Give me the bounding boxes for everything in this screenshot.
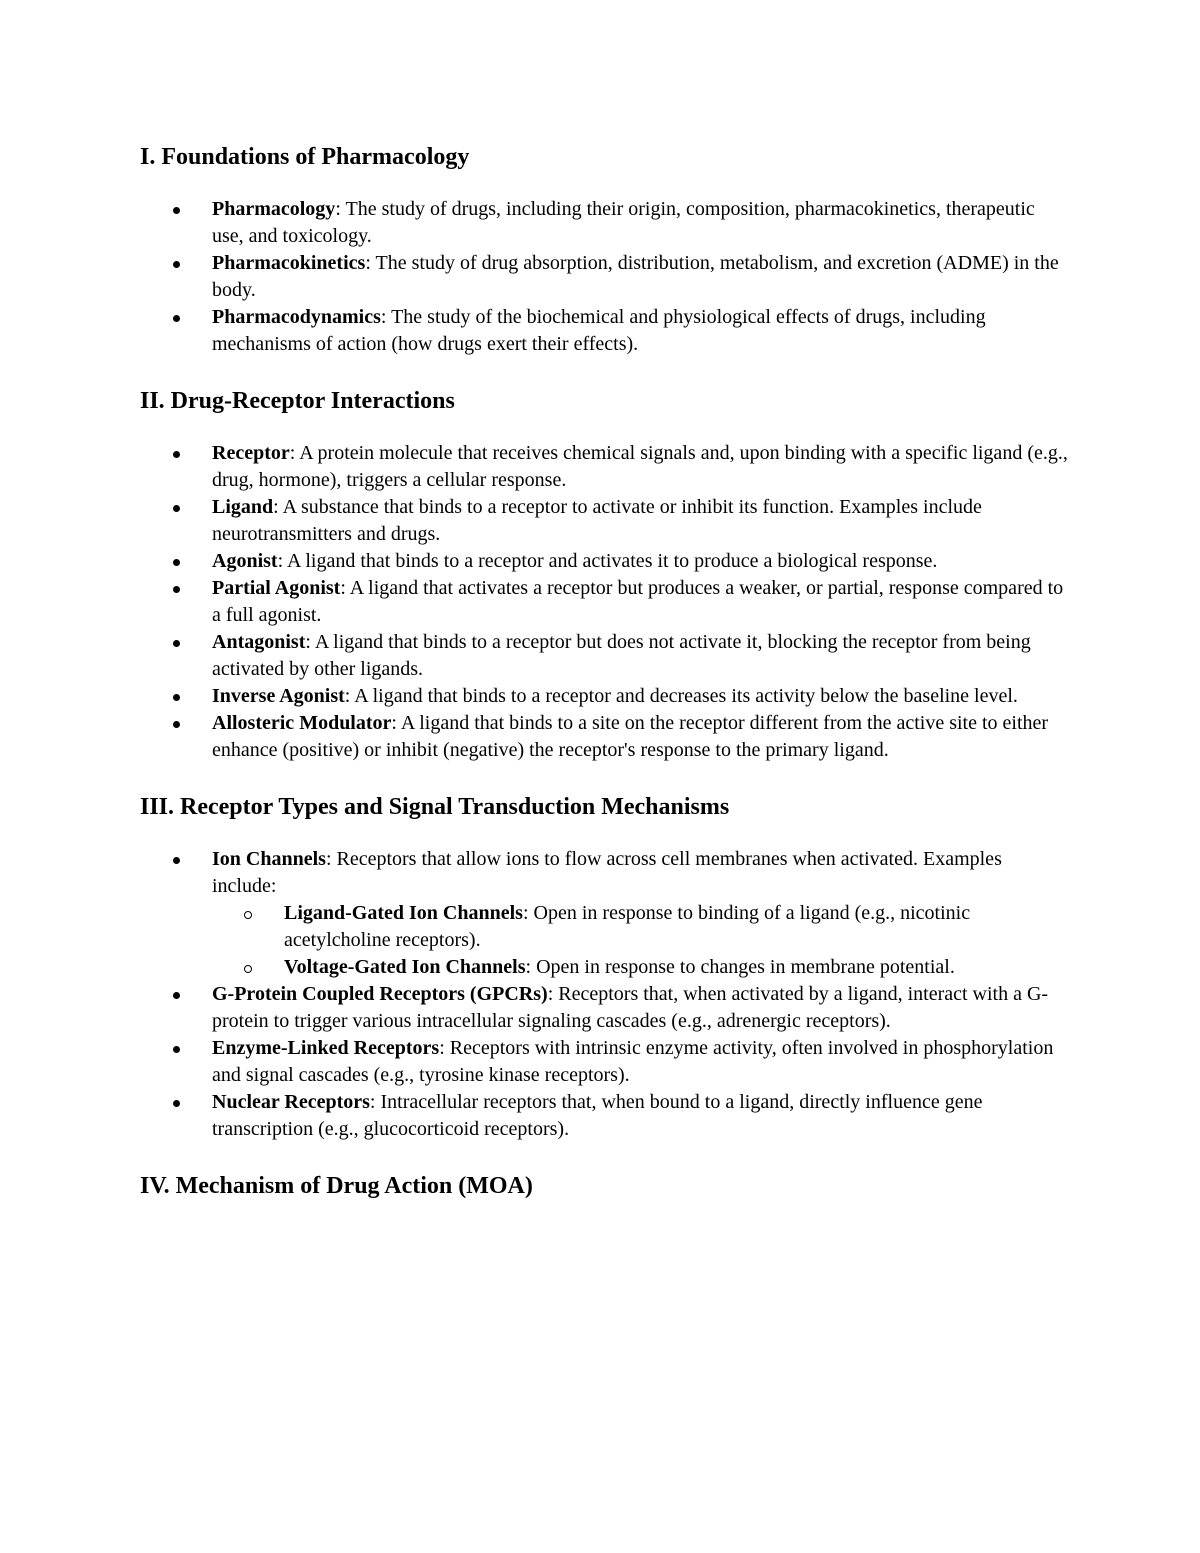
- term-definition: : Receptors with intrinsic enzyme activity, often involved in phosphorylation and signal cascades (e.g., tyrosine kinase receptors).: [212, 1037, 1054, 1086]
- section-heading: II. Drug-Receptor Interactions: [140, 388, 455, 414]
- list-item: [140, 710, 1070, 764]
- list-item: [140, 440, 1070, 494]
- term-definition: : Open in response to changes in membrane potential.: [525, 956, 955, 978]
- circle-bullet-icon: [244, 965, 252, 973]
- term-label: Nuclear Receptors: [212, 1091, 370, 1113]
- term-definition: : Receptors that allow ions to flow across cell membranes when activated. Examples include:: [212, 848, 1002, 897]
- term-label: Enzyme-Linked Receptors: [212, 1037, 440, 1059]
- term-definition: : A ligand that binds to a receptor and decreases its activity below the baseline level.: [344, 685, 1018, 707]
- list-item: [140, 629, 1070, 683]
- term-label: Agonist: [212, 550, 278, 572]
- section-list: [140, 846, 1070, 1143]
- term-label: Pharmacokinetics: [212, 252, 366, 274]
- bullet-icon: [173, 857, 180, 864]
- section-heading: I. Foundations of Pharmacology: [140, 144, 470, 170]
- bullet-icon: [173, 1100, 180, 1107]
- term-definition: : A ligand that binds to a site on the receptor different from the active site to either enhance (positive) or inhibit (negative) the receptor's response to the primary ligand.: [212, 712, 1049, 761]
- list-item: [140, 846, 1070, 981]
- term-definition: : A protein molecule that receives chemical signals and, upon binding with a specific ligand (e.g., drug, hormone), triggers a cellular response.: [212, 442, 1068, 491]
- bullet-icon: [173, 207, 180, 214]
- term-label: Antagonist: [212, 631, 306, 653]
- circle-bullet-icon: [244, 911, 252, 919]
- list-item: [140, 494, 1070, 548]
- term-label: Voltage-Gated Ion Channels: [284, 956, 526, 978]
- list-item: [140, 1089, 1070, 1143]
- term-label: Ion Channels: [212, 848, 326, 870]
- term-definition: : A ligand that binds to a receptor but does not activate it, blocking the receptor from being activated by other ligands.: [212, 631, 1031, 680]
- bullet-icon: [173, 315, 180, 322]
- term-label: Allosteric Modulator: [212, 712, 392, 734]
- list-item: [140, 575, 1070, 629]
- bullet-icon: [173, 559, 180, 566]
- bullet-icon: [173, 586, 180, 593]
- sub-list-item: [212, 954, 1070, 981]
- term-definition: : The study of drugs, including their origin, composition, pharmacokinetics, therapeutic use, and toxicology.: [212, 198, 1035, 247]
- list-item: [140, 548, 1070, 575]
- bullet-icon: [173, 1046, 180, 1053]
- list-item: [140, 1035, 1070, 1089]
- bullet-icon: [173, 505, 180, 512]
- term-definition: : Receptors that, when activated by a ligand, interact with a G-protein to trigger various intracellular signaling cascades (e.g., adrenergic receptors).: [212, 983, 1049, 1032]
- term-label: Receptor: [212, 442, 290, 464]
- bullet-icon: [173, 451, 180, 458]
- term-label: Pharmacodynamics: [212, 306, 381, 328]
- bullet-icon: [173, 640, 180, 647]
- sub-list: [212, 900, 1070, 981]
- list-item: [140, 304, 1070, 358]
- term-label: Pharmacology: [212, 198, 336, 220]
- bullet-icon: [173, 694, 180, 701]
- term-label: Partial Agonist: [212, 577, 341, 599]
- term-definition: : A ligand that activates a receptor but produces a weaker, or partial, response compared to a full agonist.: [212, 577, 1064, 626]
- bullet-icon: [173, 992, 180, 999]
- section-list: [140, 196, 1070, 358]
- term-definition: : Open in response to binding of a ligand (e.g., nicotinic acetylcholine receptors).: [284, 902, 971, 951]
- term-label: Ligand: [212, 496, 274, 518]
- term-definition: : The study of drug absorption, distribution, metabolism, and excretion (ADME) in the body.: [212, 252, 1059, 301]
- term-label: Inverse Agonist: [212, 685, 345, 707]
- section-list: [140, 440, 1070, 764]
- section-heading: IV. Mechanism of Drug Action (MOA): [140, 1173, 533, 1199]
- term-definition: : A substance that binds to a receptor to activate or inhibit its function. Examples include neurotransmitters and drugs.: [212, 496, 982, 545]
- list-item: [140, 981, 1070, 1035]
- term-definition: : Intracellular receptors that, when bound to a ligand, directly influence gene transcription (e.g., glucocorticoid receptors).: [212, 1091, 983, 1140]
- list-item: [140, 683, 1070, 710]
- sub-list-item: [212, 900, 1070, 954]
- document-content: [140, 128, 1070, 1225]
- list-item: [140, 250, 1070, 304]
- term-definition: : The study of the biochemical and physiological effects of drugs, including mechanisms of action (how drugs exert their effects).: [212, 306, 986, 355]
- term-definition: : A ligand that binds to a receptor and activates it to produce a biological response.: [277, 550, 938, 572]
- list-item: [140, 196, 1070, 250]
- term-label: G-Protein Coupled Receptors (GPCRs): [212, 983, 548, 1005]
- bullet-icon: [173, 261, 180, 268]
- section-heading: III. Receptor Types and Signal Transduction Mechanisms: [140, 794, 730, 820]
- term-label: Ligand-Gated Ion Channels: [284, 902, 523, 924]
- bullet-icon: [173, 721, 180, 728]
